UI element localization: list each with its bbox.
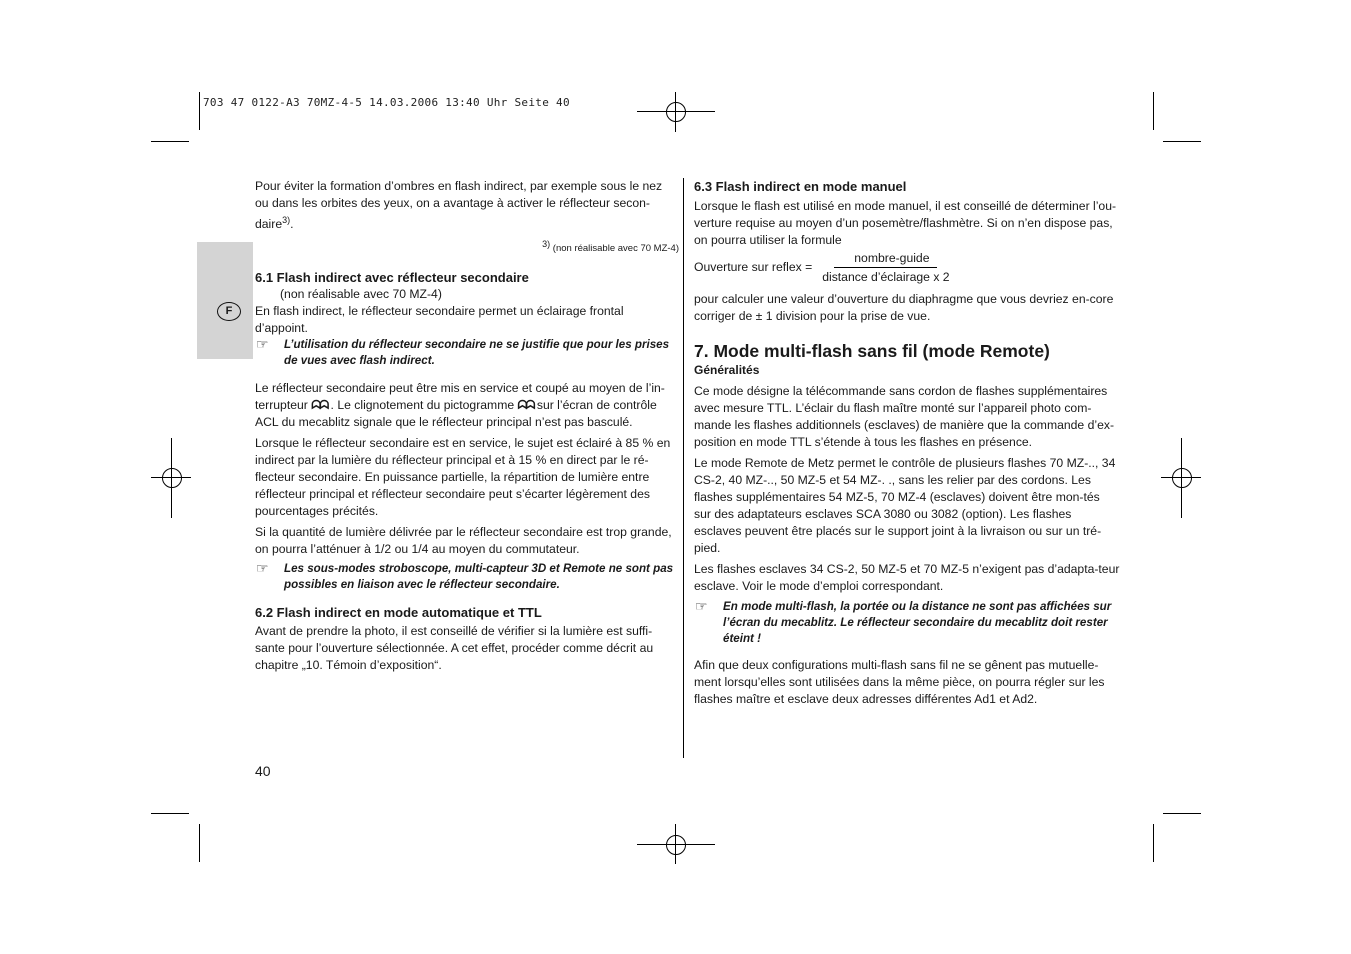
paragraph: Le mode Remote de Metz permet le contrôle de plusieurs flashes 70 MZ-.., 34 CS-2, 40 MZ-.., 50 MZ-5 et 54 MZ-. ., sans les relier par des cordons. Les flashes supplémentaires 54 MZ-5, 70 MZ-4 (esclaves) doivent être mon-tés sur des adaptateurs esclaves SCA 3080 ou 3082 (option). Les flashes esclaves peuvent être placés sur le support joint à la livraison ou sur un tré-pied. — [694, 456, 1116, 555]
print-header: 703 47 0122-A3 70MZ-4-5 14.03.2006 13:40 Uhr Seite 40 — [203, 96, 570, 109]
formula-numerator: nombre-guide — [834, 250, 937, 268]
crop-mark — [199, 92, 200, 130]
section-title: 7. Mode multi-flash sans fil (mode Remote) — [694, 341, 1050, 361]
right-column — [694, 178, 1120, 708]
pointing-hand-icon: ☞ — [695, 598, 708, 614]
paragraph: Si la quantité de lumière délivrée par le réflecteur secondaire est trop grande, on pourra l’atténuer à 1/2 ou 1/4 au moyen du commutateur. — [255, 525, 672, 557]
crop-mark — [1153, 824, 1154, 862]
registration-mark — [637, 824, 715, 864]
paragraph: En flash indirect, le réflecteur secondaire permet un éclairage frontal d’appoint. — [255, 304, 624, 336]
column-divider — [683, 178, 684, 758]
paragraph: pour calculer une valeur d’ouverture du diaphragme que vous devriez en-core corriger de ± 1 division pour la prise de vue. — [694, 292, 1114, 323]
language-badge: F — [217, 302, 241, 321]
crop-mark — [1163, 813, 1201, 814]
section-title: 6.3 Flash indirect en mode manuel — [694, 179, 907, 194]
note: ☞ L’utilisation du réflecteur secondaire ne se justifie que pour les prises de vues avec flash indirect. — [256, 336, 670, 368]
formula-denominator: distance d’éclairage x 2 — [822, 269, 950, 284]
secondary-reflector-icon: ᗣᗣ — [517, 398, 534, 413]
crop-mark — [151, 813, 189, 814]
crop-mark — [151, 141, 189, 142]
section-title: 6.1 Flash indirect avec réflecteur secondaire — [255, 270, 529, 286]
section-title: 6.2 Flash indirect en mode automatique et TTL — [255, 605, 542, 621]
page-number: 40 — [255, 763, 271, 779]
pointing-hand-icon: ☞ — [256, 336, 269, 353]
crop-mark — [199, 824, 200, 862]
registration-mark — [1161, 438, 1201, 518]
language-tab — [197, 242, 253, 359]
pointing-hand-icon: ☞ — [256, 560, 269, 577]
paragraph: Le réflecteur secondaire peut être mis en service et coupé au moyen de l’in-terrupteur ᗣᗣ . Le clignotement du pictogramme ᗣᗣ sur l’écran de contrôle ACL du mecablitz signale que le réflecteur principal n’est pas basculé. — [255, 381, 665, 430]
aperture-formula: Ouverture sur reflex = $\frac{\text{nombre-guide}}{\text{distance d’éclairage x 2}}$ — [694, 249, 1120, 285]
crop-mark — [1163, 141, 1201, 142]
note: ☞ Les sous-modes stroboscope, multi-capteur 3D et Remote ne sont pas possibles en liaison avec le réflecteur secondaire. — [256, 560, 674, 592]
left-column — [255, 178, 679, 674]
secondary-reflector-icon: ᗣᗣ — [311, 398, 328, 413]
paragraph: Lorsque le flash est utilisé en mode manuel, il est conseillé de déterminer l’ou-verture requise au moyen d’un posemètre/flashmètre. Si on n’en dispose pas, on pourra utiliser la formule — [694, 199, 1117, 247]
registration-mark — [637, 92, 715, 132]
registration-mark — [151, 438, 191, 518]
section-subtitle: (non réalisable avec 70 MZ-4) — [280, 287, 442, 302]
section-subtitle: Généralités — [694, 363, 760, 377]
footnote: $^{3)}$ (non réalisable avec 70 MZ-4) — [542, 239, 679, 255]
paragraph: Ce mode désigne la télécommande sans cordon de flashes supplémentaires avec mesure TTL. L’éclair du flash maître monté sur l’appareil photo com-mande les flashes additionnels (esclaves) de manière que la commande d’ex-position en mode TTL s’étende à tous les flashes en présence. — [694, 384, 1115, 449]
note: ☞ En mode multi-flash, la portée ou la distance ne sont pas affichées sur l’écran du mecablitz. Le réflecteur secondaire du mecablitz doit rester éteint ! — [695, 598, 1112, 645]
paragraph: Les flashes esclaves 34 CS-2, 50 MZ-5 et 70 MZ-5 n’exigent pas d’adapta-teur esclave. Voir le mode d’emploi correspondant. — [694, 562, 1120, 593]
paragraph: Lorsque le réflecteur secondaire est en service, le sujet est éclairé à 85 % en indirect par la lumière du réflecteur principal et à 15 % en direct par le ré-flecteur secondaire. En puissance partielle, la répartition de lumière entre réflecteur principal et réflecteur secondaire peut s’écarter légèrement des pourcentages précités. — [255, 436, 671, 519]
crop-mark — [1153, 92, 1154, 130]
intro-paragraph: Pour éviter la formation d’ombres en flash indirect, par exemple sous le nez ou dans les orbites des yeux, on a avantage à activer le réflecteur secon-daire$^{3)}$. — [255, 179, 663, 232]
paragraph: Avant de prendre la photo, il est conseillé de vérifier si la lumière est suffi-sante pour l’ouverture sélectionnée. A cet effet, procéder comme décrit au chapitre „10. Témoin d’exposition“. — [255, 624, 654, 673]
paragraph: Afin que deux configurations multi-flash sans fil ne se gênent pas mutuelle-ment lorsqu’elles sont utilisées dans la même pièce, on pourra régler sur les flashes maître et esclave deux adresses différentes Ad1 et Ad2. — [694, 658, 1105, 706]
